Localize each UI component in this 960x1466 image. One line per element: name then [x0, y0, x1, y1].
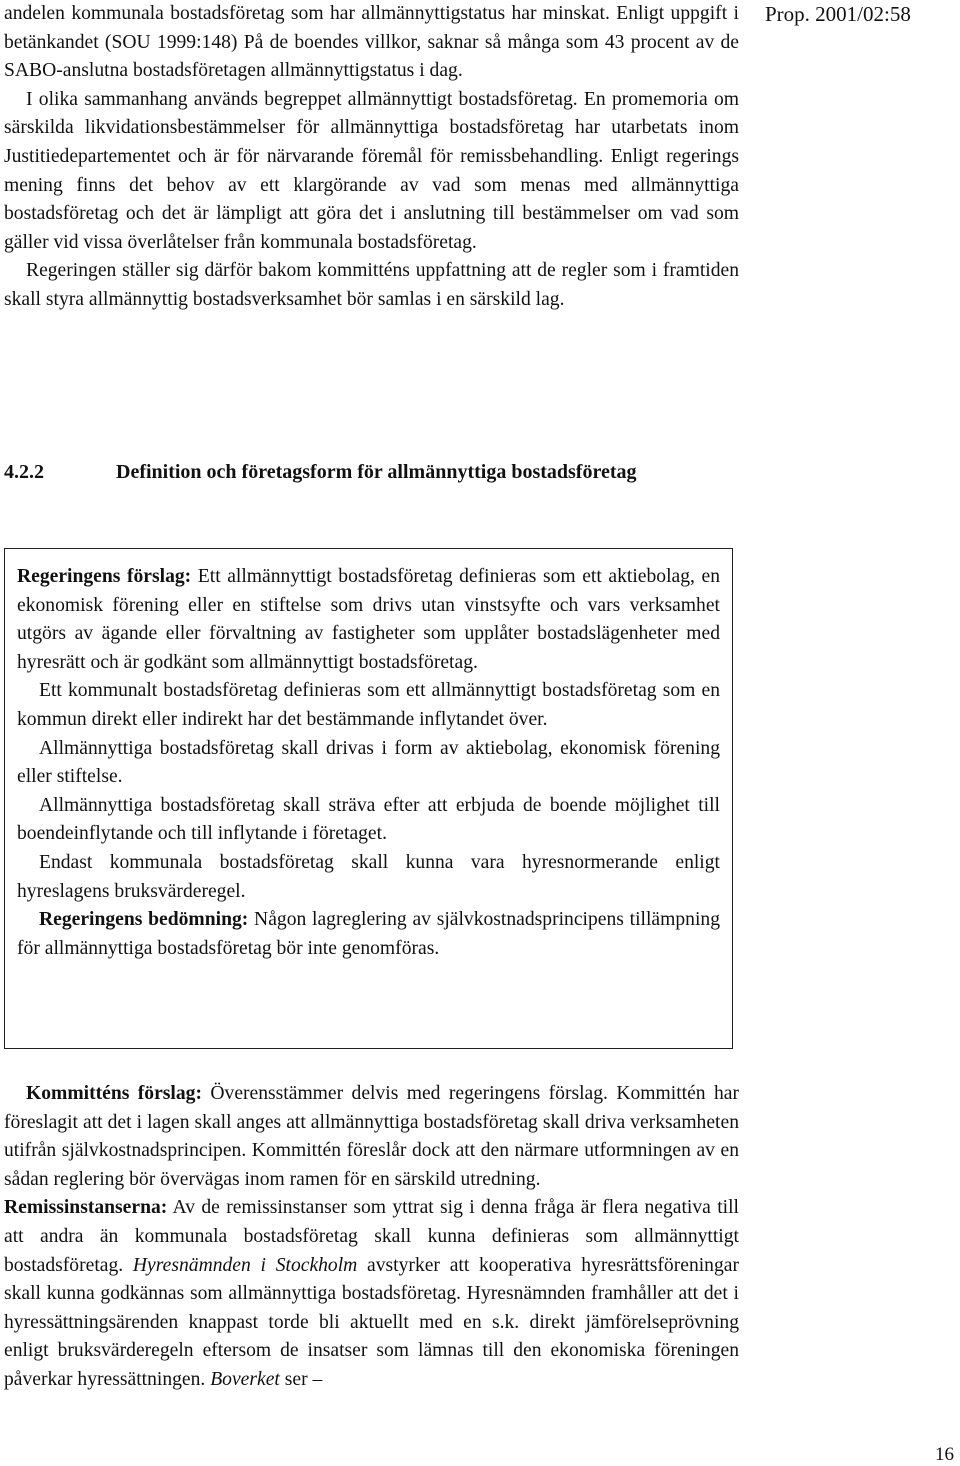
committee-paragraph [4, 1080, 739, 1194]
section-number: 4.2.2 [4, 461, 44, 483]
section-title: Definition och företagsform för allmännyttiga bostadsföretag [116, 461, 637, 483]
committee-text [4, 1080, 739, 1395]
proposal-label: Regeringens förslag: [17, 566, 192, 587]
committee-proposal-text: Överensstämmer delvis med regeringens förslag. Kommittén har föreslagit att det i lagen skall anges att allmännyttiga bostadsföretag skall driva verksamheten utifrån självkostnadsprincipen. Kommittén föreslår dock att den närmare utformningen av en sådan reglering bör övervägas inom ramen för en särskild utredning. [4, 1083, 740, 1190]
proposal-paragraph-4: Allmännyttiga bostadsföretag skall sträva efter att erbjuda de boende möjlighet till boendeinflytande och till inflytande i företaget. [17, 794, 720, 845]
assessment-label: Regeringens bedömning: [39, 909, 249, 931]
margin-reference: Prop. 2001/02:58 [765, 2, 911, 26]
assessment-text: Någon lagreglering av självkostnadsprincipens tillämpning för allmännyttiga bostadsföretag bör inte genomföras. [17, 909, 720, 959]
intro-text [4, 0, 739, 315]
remiss-text-a: Av de remissinstanser som yttrat sig i denna fråga är flera negativa till att andra än kommunala bostadsföretag skall kunna definieras som allmännyttigt bostadsföretag. [4, 1197, 739, 1276]
intro-paragraph-1: andelen kommunala bostadsföretag som har allmännyttigstatus har minskat. Enligt uppgift i betänkandet (SOU 1999:148) På de boendes villkor, saknar så många som 43 procent av de SABO-anslutna bostadsföretagen allmännyttigstatus i dag. [4, 3, 739, 82]
proposal-text: Ett allmännyttigt bostadsföretag definieras som ett aktiebolag, en ekonomisk förening eller en stiftelse som drivs utan vinstsyfte och vars verksamhet utgörs av ägande eller förvaltning av fastigheter som upplåter bostadslägenheter med hyresrätt och är godkänt som allmännyttigt bostadsföretag. [17, 566, 720, 673]
remiss-text-b: avstyrker att kooperativa hyresrättsföreningar skall kunna godkännas som allmännyttiga bostadsföretag. Hyresnämnden framhåller att det i hyressättningsärenden knappast torde bli aktuellt med en s.k. direkt jämförelseprövning enligt bruksvärderegeln eftersom de insatser som lämnas till den ekonomiska föreningen påverkar hyressättningen. [4, 1254, 739, 1390]
remiss-label: Remissinstanserna: [4, 1197, 168, 1219]
committee-label: Kommitténs förslag: [26, 1083, 202, 1104]
intro-paragraph-3: Regeringen ställer sig därför bakom kommitténs uppfattning att de regler som i framtiden skall styra allmännyttig bostadsverksamhet bör samlas i en särskild lag. [4, 260, 739, 310]
proposal-box-text [17, 563, 720, 963]
remiss-italic-boverket: Boverket [210, 1368, 280, 1390]
intro-paragraph-2: I olika sammanhang används begreppet allmännyttigt bostadsföretag. En promemoria om särskilda likvidationsbestämmelser för allmännyttiga bostadsföretag har utarbetats inom Justitiedepartementet och är för närvarande föremål för remissbehandling. Enligt regerings mening finns det behov av ett klargörande av vad som menas med allmännyttiga bostadsföretag och det är lämpligt att göra det i anslutning till bestämmelser om vad som gäller vid vissa överlåtelser från kommunala bostadsföretag. [4, 88, 739, 253]
proposal-paragraph-3: Allmännyttiga bostadsföretag skall drivas i form av aktiebolag, ekonomisk förening eller stiftelse. [17, 737, 720, 788]
proposal-paragraph-2: Ett kommunalt bostadsföretag definieras som ett allmännyttigt bostadsföretag som en kommun direkt eller indirekt har det bestämmande inflytandet över. [17, 680, 720, 730]
remiss-italic-hyresnamnden: Hyresnämnden i Stockholm [132, 1254, 358, 1276]
proposal-paragraph-5: Endast kommunala bostadsföretag skall kunna vara hyresnormerande enligt hyreslagens bruksvärderegel. [17, 851, 720, 902]
proposal-paragraph [17, 563, 720, 677]
page-number: 16 [935, 1444, 954, 1465]
assessment-paragraph [17, 906, 720, 963]
government-proposal-box [4, 548, 733, 1049]
remiss-paragraph [4, 1194, 739, 1394]
remiss-text-c: ser – [279, 1368, 323, 1390]
